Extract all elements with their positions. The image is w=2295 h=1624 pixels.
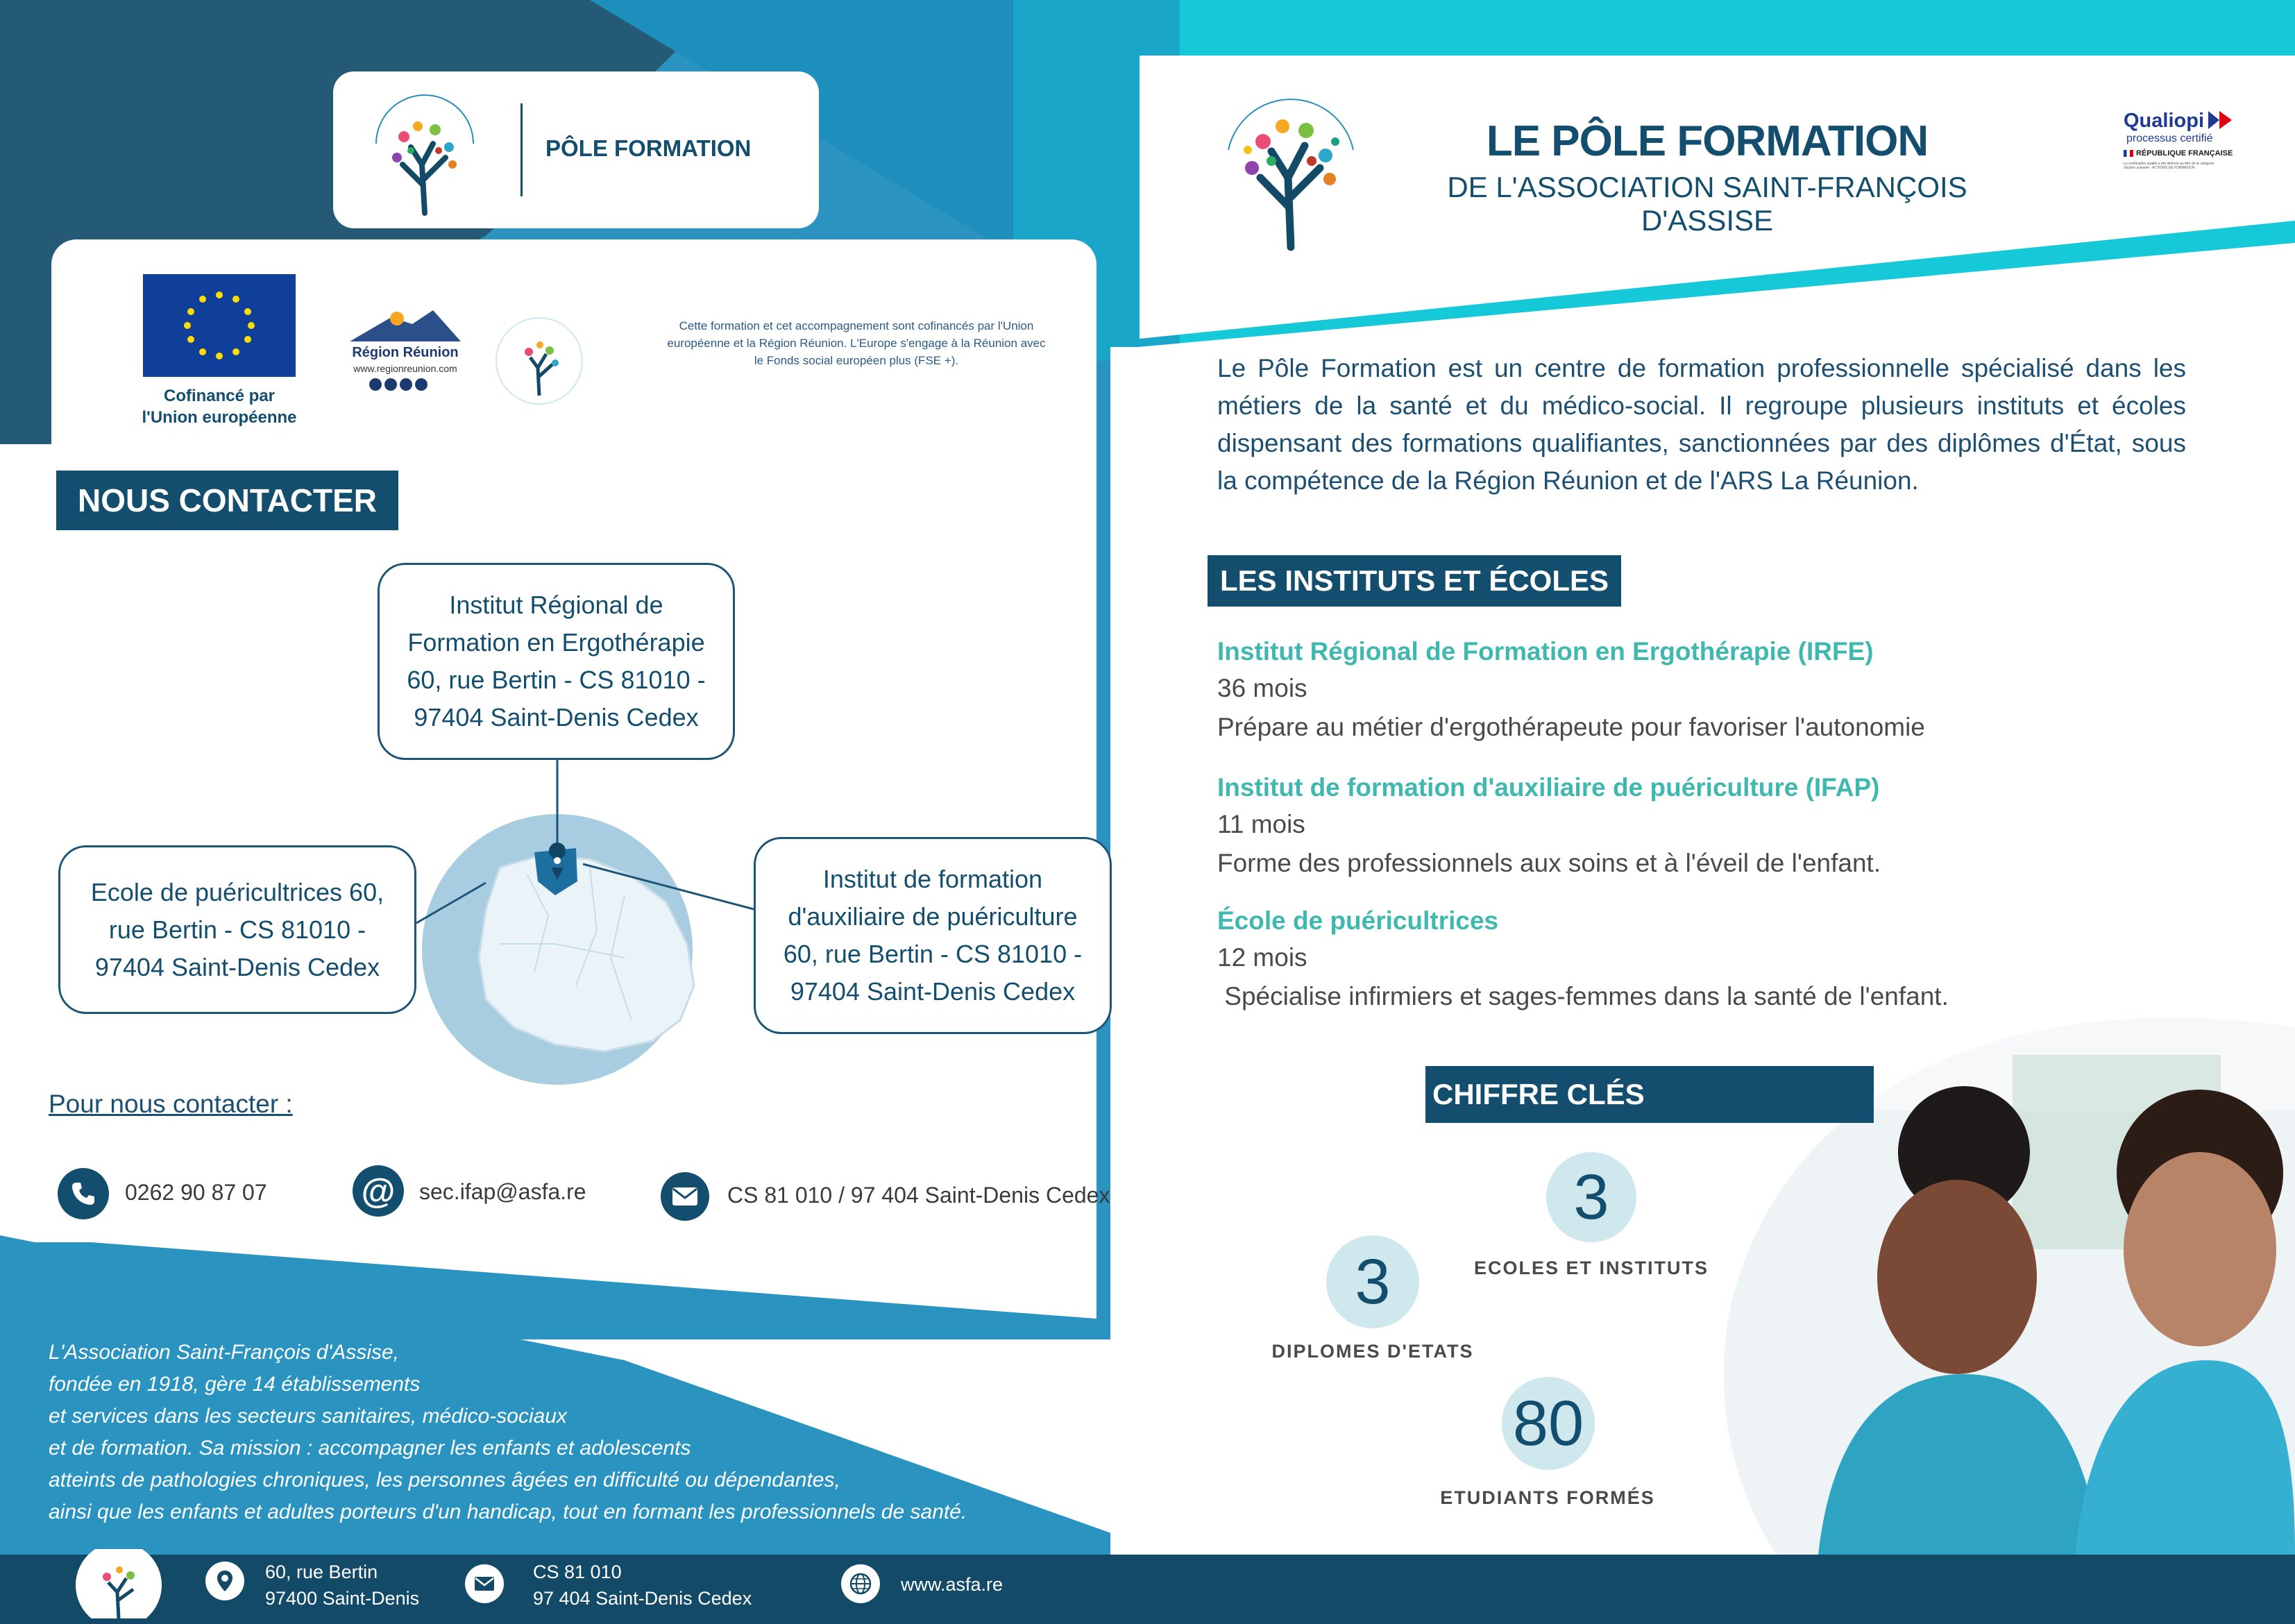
footer-address-2-line2: 97 404 Saint-Denis Cedex	[533, 1588, 752, 1609]
republic-text: RÉPUBLIQUE FRANÇAISE	[2136, 149, 2233, 158]
stat-value-diplomas: 3	[1326, 1235, 1419, 1328]
stat-label-diplomas: DIPLOMES D'ETATS	[1271, 1341, 1474, 1362]
email-at-icon[interactable]: @	[353, 1165, 404, 1217]
header-pole-label: PÔLE FORMATION	[545, 135, 752, 161]
phone-number[interactable]: 0262 90 87 07	[125, 1180, 267, 1205]
institute-duration: 12 mois	[1217, 943, 1307, 972]
institute-duration: 36 mois	[1217, 674, 1307, 702]
institutes-heading-text: LES INSTITUTS ET ÉCOLES	[1219, 564, 1609, 597]
footer-address-1-line1: 60, rue Bertin	[265, 1562, 378, 1582]
footer-address-1-line2: 97400 Saint-Denis	[265, 1588, 420, 1609]
footer-website[interactable]: www.asfa.re	[901, 1574, 1003, 1595]
institute-duration: 11 mois	[1217, 810, 1305, 838]
qualiopi-tagline: processus certifié	[2126, 133, 2213, 144]
stat-value-students: 80	[1502, 1377, 1595, 1470]
footer-address-2-line1: CS 81 010	[533, 1562, 622, 1582]
stat-label-schools: ECOLES ET INSTITUTS	[1473, 1258, 1709, 1278]
institute-name: École de puéricultrices	[1217, 906, 1499, 935]
funding-text: Cette formation et cet accompagnement sont cofinancés par l'Union européenne et la Région Réunion. L'Europe s'engage à la Réunion avec le Fonds social européen plus (FSE +).	[667, 319, 1046, 367]
address-box-ifap-text: Institut de formation d'auxiliaire de puériculture 60, rue Bertin - CS 81010 - 97404 Saint-Denis Cedex	[783, 865, 1083, 1006]
qualiopi-small-2: d'action suivante : ACTIONS DE FORMATION	[2124, 166, 2195, 170]
page-subtitle: DE L'ASSOCIATION SAINT-FRANÇOIS D'ASSISE	[1447, 171, 1967, 237]
institute-name: Institut Régional de Formation en Ergothérapie (IRFE)	[1217, 637, 1874, 666]
institute-description: Forme des professionnels aux soins et à l'éveil de l'enfant.	[1217, 849, 1881, 877]
association-line: fondée en 1918, gère 14 établissements	[49, 1373, 421, 1396]
address-box-ecole-text: Ecole de puéricultrices 60, rue Bertin - CS 81010 - 97404 Saint-Denis Cedex	[90, 877, 384, 981]
stat-label-students: ETUDIANTS FORMÉS	[1440, 1487, 1655, 1508]
eu-caption-line1: Cofinancé par	[163, 387, 276, 405]
intro-text: Le Pôle Formation est un centre de formation professionnelle spécialisé dans les métiers de la santé et du médico-social. Il regroupe plusieurs instituts et écoles dispensant des formations qualifiantes, sanctionnées par des diplômes d'État, sous la compétence de la Région Réunion et de l'ARS La Réunion.	[1217, 354, 2186, 495]
stats-heading-text: CHIFFRE CLÉS	[1432, 1078, 1645, 1110]
address-box-irfe-text: Institut Régional de Formation en Ergothérapie 60, rue Bertin - CS 81010 - 97404 Saint-Denis Cedex	[407, 591, 706, 731]
page-title: LE PÔLE FORMATION	[1486, 117, 1929, 165]
institute-description: Spécialise infirmiers et sages-femmes dans la santé de l'enfant.	[1217, 982, 1949, 1010]
institute-description: Prépare au métier d'ergothérapeute pour favoriser l'autonomie	[1217, 713, 1925, 741]
postal-address: CS 81 010 / 97 404 Saint-Denis Cedex	[727, 1183, 1110, 1208]
association-line: atteints de pathologies chroniques, les personnes âgées en difficulté ou dépendantes,	[49, 1469, 840, 1491]
association-line: et de formation. Sa mission : accompagner les enfants et adolescents	[49, 1437, 691, 1460]
contact-heading-text: NOUS CONTACTER	[77, 482, 378, 518]
association-line: ainsi que les enfants et adultes porteurs d'un handicap, tout en formant les professionnels de santé.	[49, 1500, 967, 1523]
stats-heading	[1425, 1066, 1874, 1123]
institute-name: Institut de formation d'auxiliaire de puériculture (IFAP)	[1217, 773, 1880, 802]
association-line: L'Association Saint-François d'Assise,	[49, 1341, 400, 1364]
association-line: et services dans les secteurs sanitaires, médico-sociaux	[49, 1405, 567, 1428]
qualiopi-small-1: La certification qualité a été délivrée au titre de la catégorie	[2124, 162, 2214, 166]
contact-link[interactable]: Pour nous contacter :	[49, 1090, 293, 1118]
region-url: www.regionreunion.com	[353, 363, 457, 374]
stat-value-schools: 3	[1546, 1152, 1636, 1242]
region-name: Région Réunion	[352, 345, 459, 360]
email-address[interactable]: sec.ifap@asfa.re	[419, 1179, 586, 1204]
eu-caption-line2: l'Union européenne	[142, 408, 297, 427]
qualiopi-name: Qualiopi	[2124, 110, 2204, 132]
